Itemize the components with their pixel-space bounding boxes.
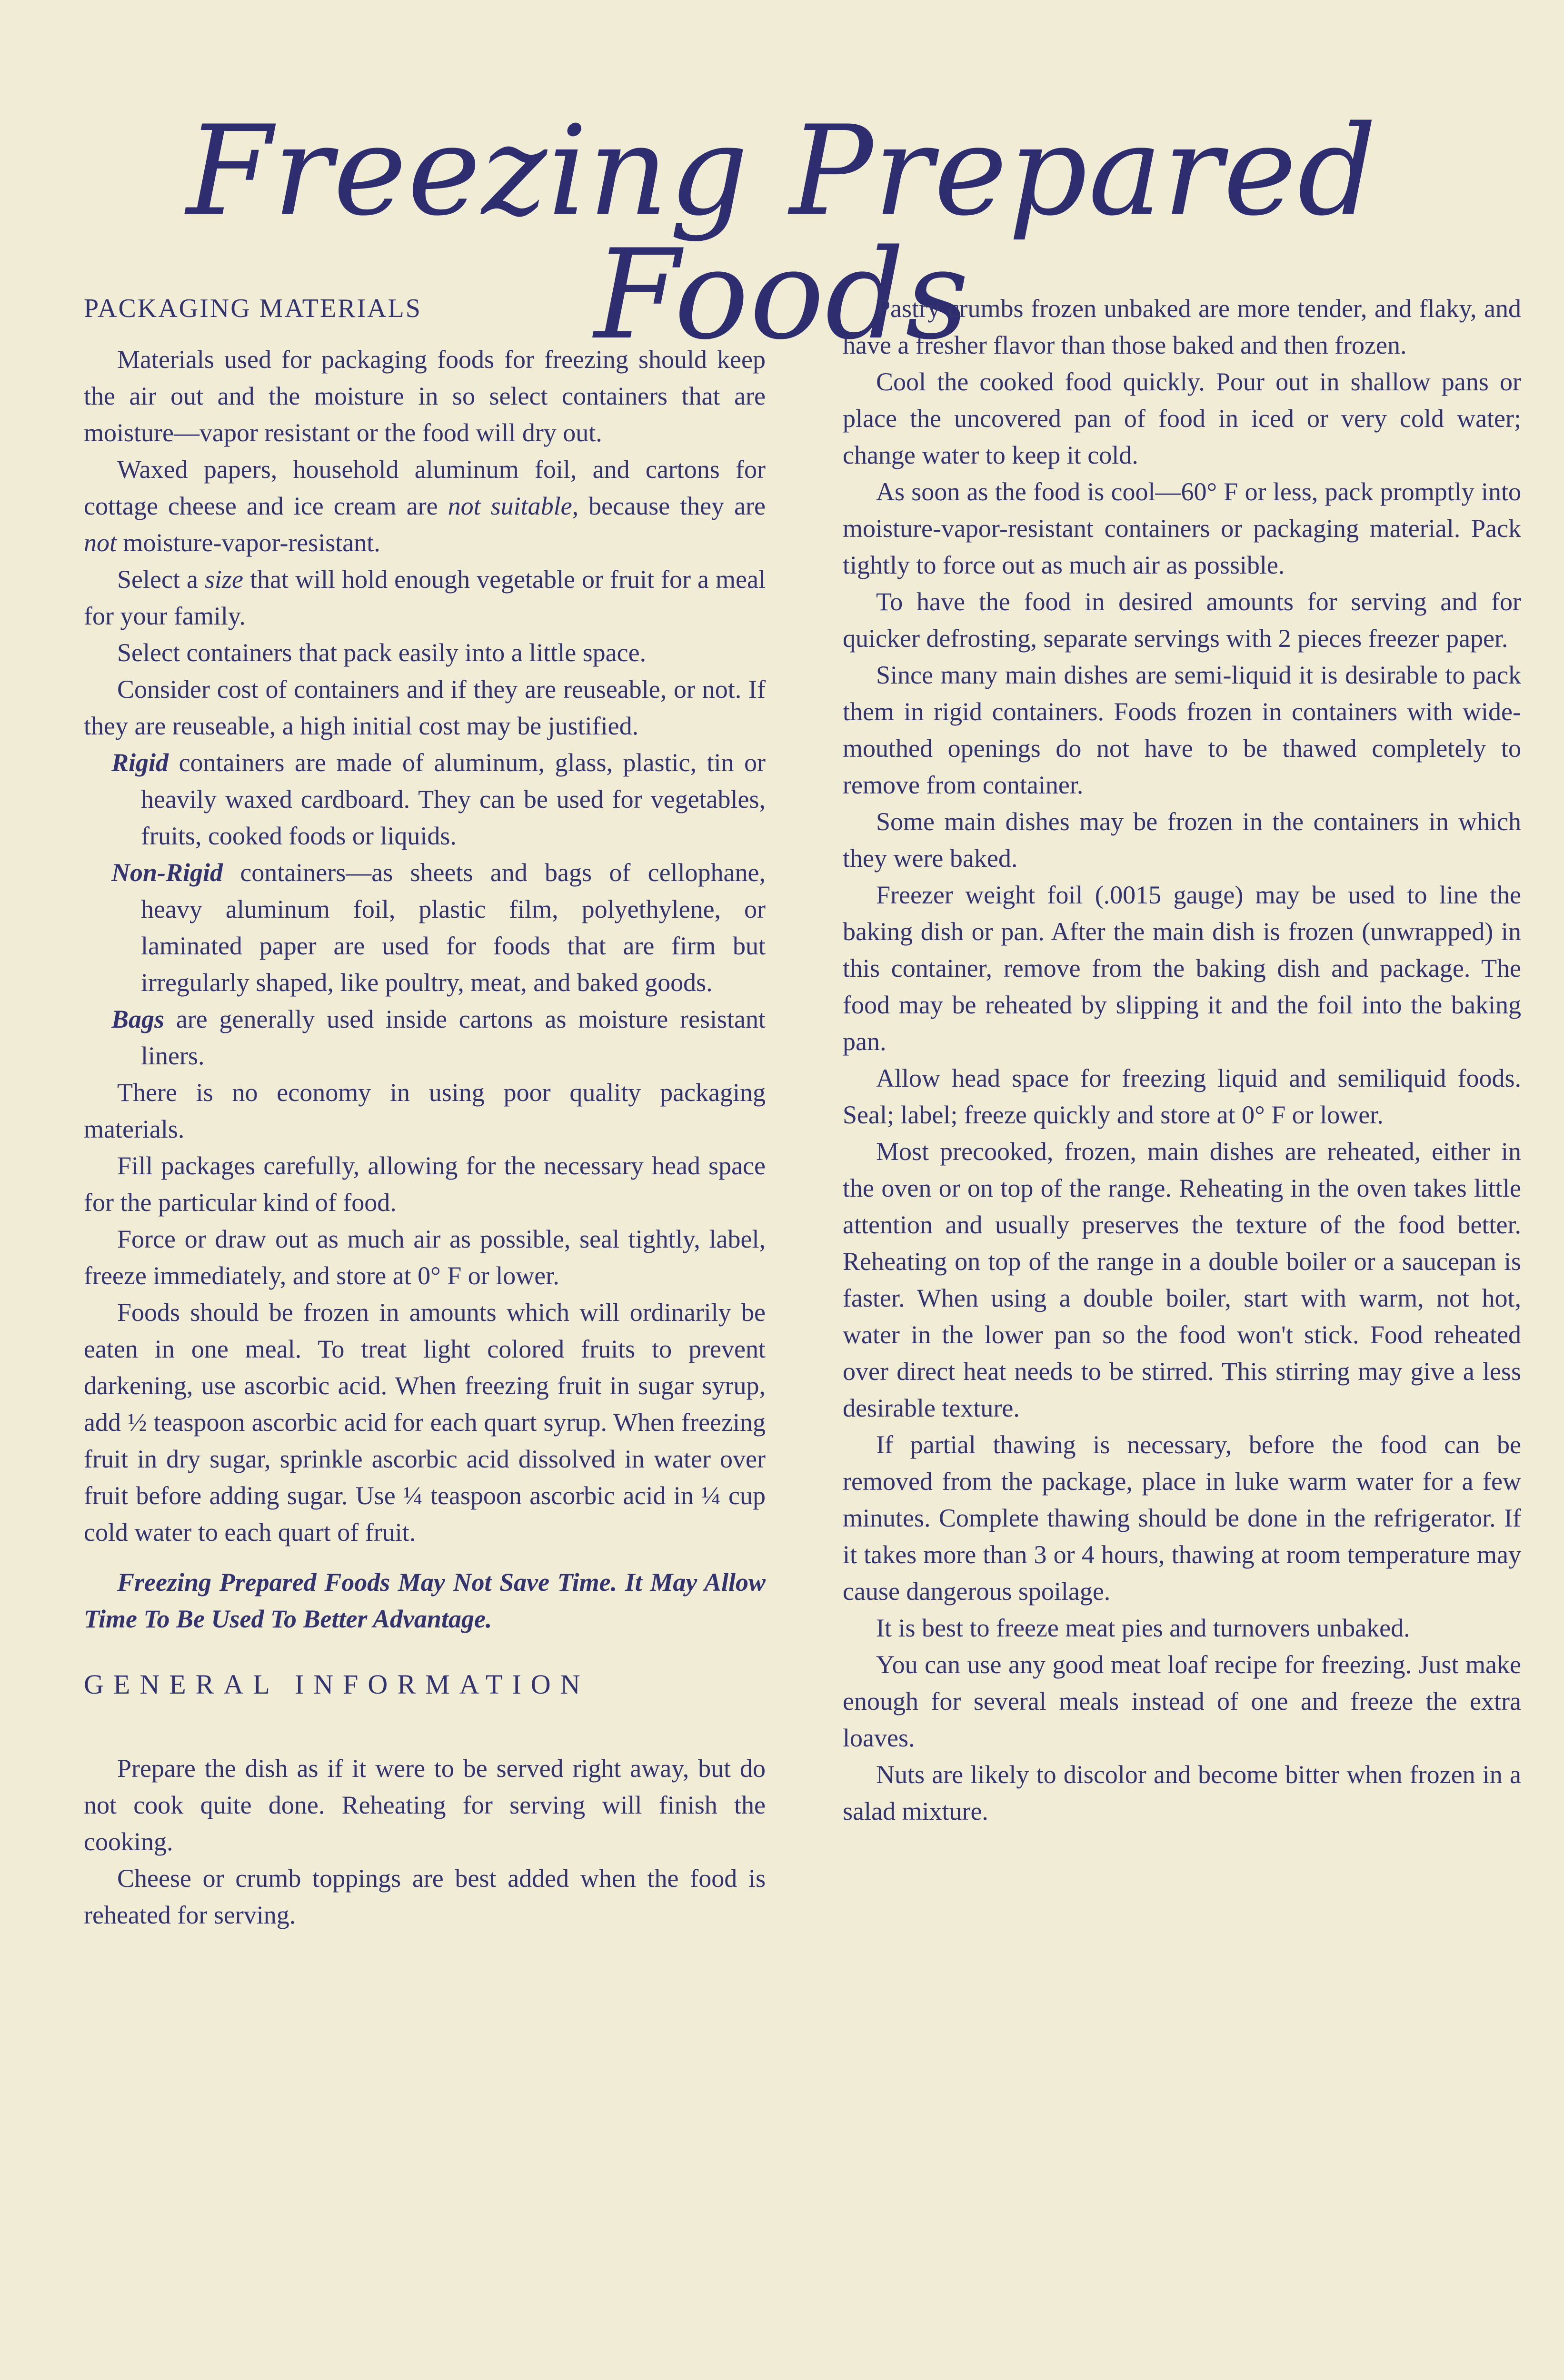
paragraph: Consider cost of containers and if they are reuseable, or not. If they are reuseable, a high initial cost may be justified.: [84, 675, 766, 740]
term: Bags: [111, 1005, 165, 1033]
paragraph: If partial thawing is necessary, before the food can be removed from the package, place in luke warm water for a few minutes. Complete thawing should be done in the refrigerator. If it takes more than 3 or 4 hours, thawing at room temperature may cause dangerous spoilage.: [843, 1430, 1521, 1606]
text-run: moisture-vapor-resistant.: [117, 528, 380, 557]
definition-bags: [84, 1001, 766, 1074]
page-title: Freezing Prepared Foods: [186, 99, 1378, 367]
left-column: [84, 290, 766, 1934]
paragraph: You can use any good meat loaf recipe for freezing. Just make enough for several meals instead of one and freeze the extra loaves.: [843, 1650, 1521, 1752]
paragraph: Select containers that pack easily into a little space.: [117, 638, 647, 667]
paragraph: Prepare the dish as if it were to be served right away, but do not cook quite done. Reheating for serving will finish the cooking.: [84, 1754, 766, 1856]
paragraph: Since many main dishes are semi-liquid it is desirable to pack them in rigid containers. Foods frozen in containers with wide-mouthed openings do not have to be thawed completely to remove from container.: [843, 661, 1521, 799]
italic-text: not suitable,: [448, 492, 579, 520]
paragraph: Most precooked, frozen, main dishes are reheated, either in the oven or on top of the range. Reheating in the oven takes little attention and usually preserves the texture of the food better. Reheating on top of the range in a double boiler or a saucepan is faster. When using a double boiler, start with warm, not hot, water in the lower pan so the food won't stick. Food reheated over direct heat needs to be stirred. This stirring may give a less desirable texture.: [843, 1137, 1521, 1422]
term: Non-Rigid: [111, 858, 223, 887]
text-run: because they are: [578, 492, 766, 520]
paragraph: Allow head space for freezing liquid and semiliquid foods. Seal; label; freeze quickly and store at 0° F or lower.: [843, 1064, 1521, 1129]
text-run: Waxed papers, household aluminum foil, and cartons for cottage cheese and ice cream are: [84, 455, 766, 520]
paragraph: Fill packages carefully, allowing for the necessary head space for the particular kind of food.: [84, 1151, 766, 1217]
paragraph: To have the food in desired amounts for serving and for quicker defrosting, separate servings with 2 pieces freezer paper.: [843, 587, 1521, 653]
right-column: [843, 290, 1521, 1830]
definition-text: containers are made of aluminum, glass, plastic, tin or heavily waxed cardboard. They can be used for vegetables, fruits, cooked foods or liquids.: [141, 748, 766, 850]
paragraph: [84, 451, 766, 561]
paragraph: As soon as the food is cool—60° F or less, pack promptly into moisture-vapor-resistant containers or packaging material. Pack tightly to force out as much air as possible.: [843, 477, 1521, 579]
paragraph: Pastry crumbs frozen unbaked are more tender, and flaky, and have a fresher flavor than those baked and then frozen.: [843, 294, 1521, 359]
section-heading-general: GENERAL INFORMATION: [84, 1669, 590, 1700]
italic-text: size: [204, 565, 243, 594]
paragraph: Nuts are likely to discolor and become bitter when frozen in a salad mixture.: [843, 1760, 1521, 1825]
paragraph: Materials used for packaging foods for freezing should keep the air out and the moisture in so select containers that are moisture—vapor resistant or the food will dry out.: [84, 345, 766, 447]
paragraph: Foods should be frozen in amounts which will ordinarily be eaten in one meal. To treat light colored fruits to prevent darkening, use ascorbic acid. When freezing fruit in sugar syrup, add ½ teaspoon ascorbic acid for each quart syrup. When freezing fruit in dry sugar, sprinkle ascorbic acid dissolved in water over fruit before adding sugar. Use ¼ teaspoon ascorbic acid in ¼ cup cold water to each quart of fruit.: [84, 1298, 766, 1547]
paragraph: Cool the cooked food quickly. Pour out in shallow pans or place the uncovered pan of food in iced or very cold water; change water to keep it cold.: [843, 367, 1521, 469]
paragraph: Freezer weight foil (.0015 gauge) may be used to line the baking dish or pan. After the main dish is frozen (unwrapped) in this container, remove from the baking dish and package. The food may be reheated by slipping it and the foil into the baking pan.: [843, 881, 1521, 1056]
definition-text: are generally used inside cartons as moisture resistant liners.: [141, 1005, 766, 1070]
term: Rigid: [111, 748, 169, 777]
emphasis-note: Freezing Prepared Foods May Not Save Time. It May Allow Time To Be Used To Better Advantage.: [84, 1568, 766, 1633]
definition-text: containers—as sheets and bags of cellophane, heavy aluminum foil, plastic film, polyethylene, or laminated paper are used for foods that are firm but irregularly shaped, like poultry, meat, and baked goods.: [141, 858, 766, 997]
paragraph: It is best to freeze meat pies and turnovers unbaked.: [876, 1614, 1410, 1642]
text-run: Select a: [117, 565, 205, 594]
paragraph: Cheese or crumb toppings are best added when the food is reheated for serving.: [84, 1864, 766, 1929]
paragraph: There is no economy in using poor quality packaging materials.: [84, 1078, 766, 1143]
definition-non-rigid: [84, 854, 766, 1001]
paragraph: Some main dishes may be frozen in the containers in which they were baked.: [843, 807, 1521, 873]
definition-rigid: [84, 744, 766, 854]
italic-text: not: [84, 528, 117, 557]
paragraph: Force or draw out as much air as possible, seal tightly, label, freeze immediately, and store at 0° F or lower.: [84, 1225, 766, 1290]
paragraph: [84, 561, 766, 635]
text-run: that will hold enough vegetable or fruit for a meal for your family.: [84, 565, 766, 630]
section-heading-packaging: PACKAGING MATERIALS: [84, 294, 422, 323]
